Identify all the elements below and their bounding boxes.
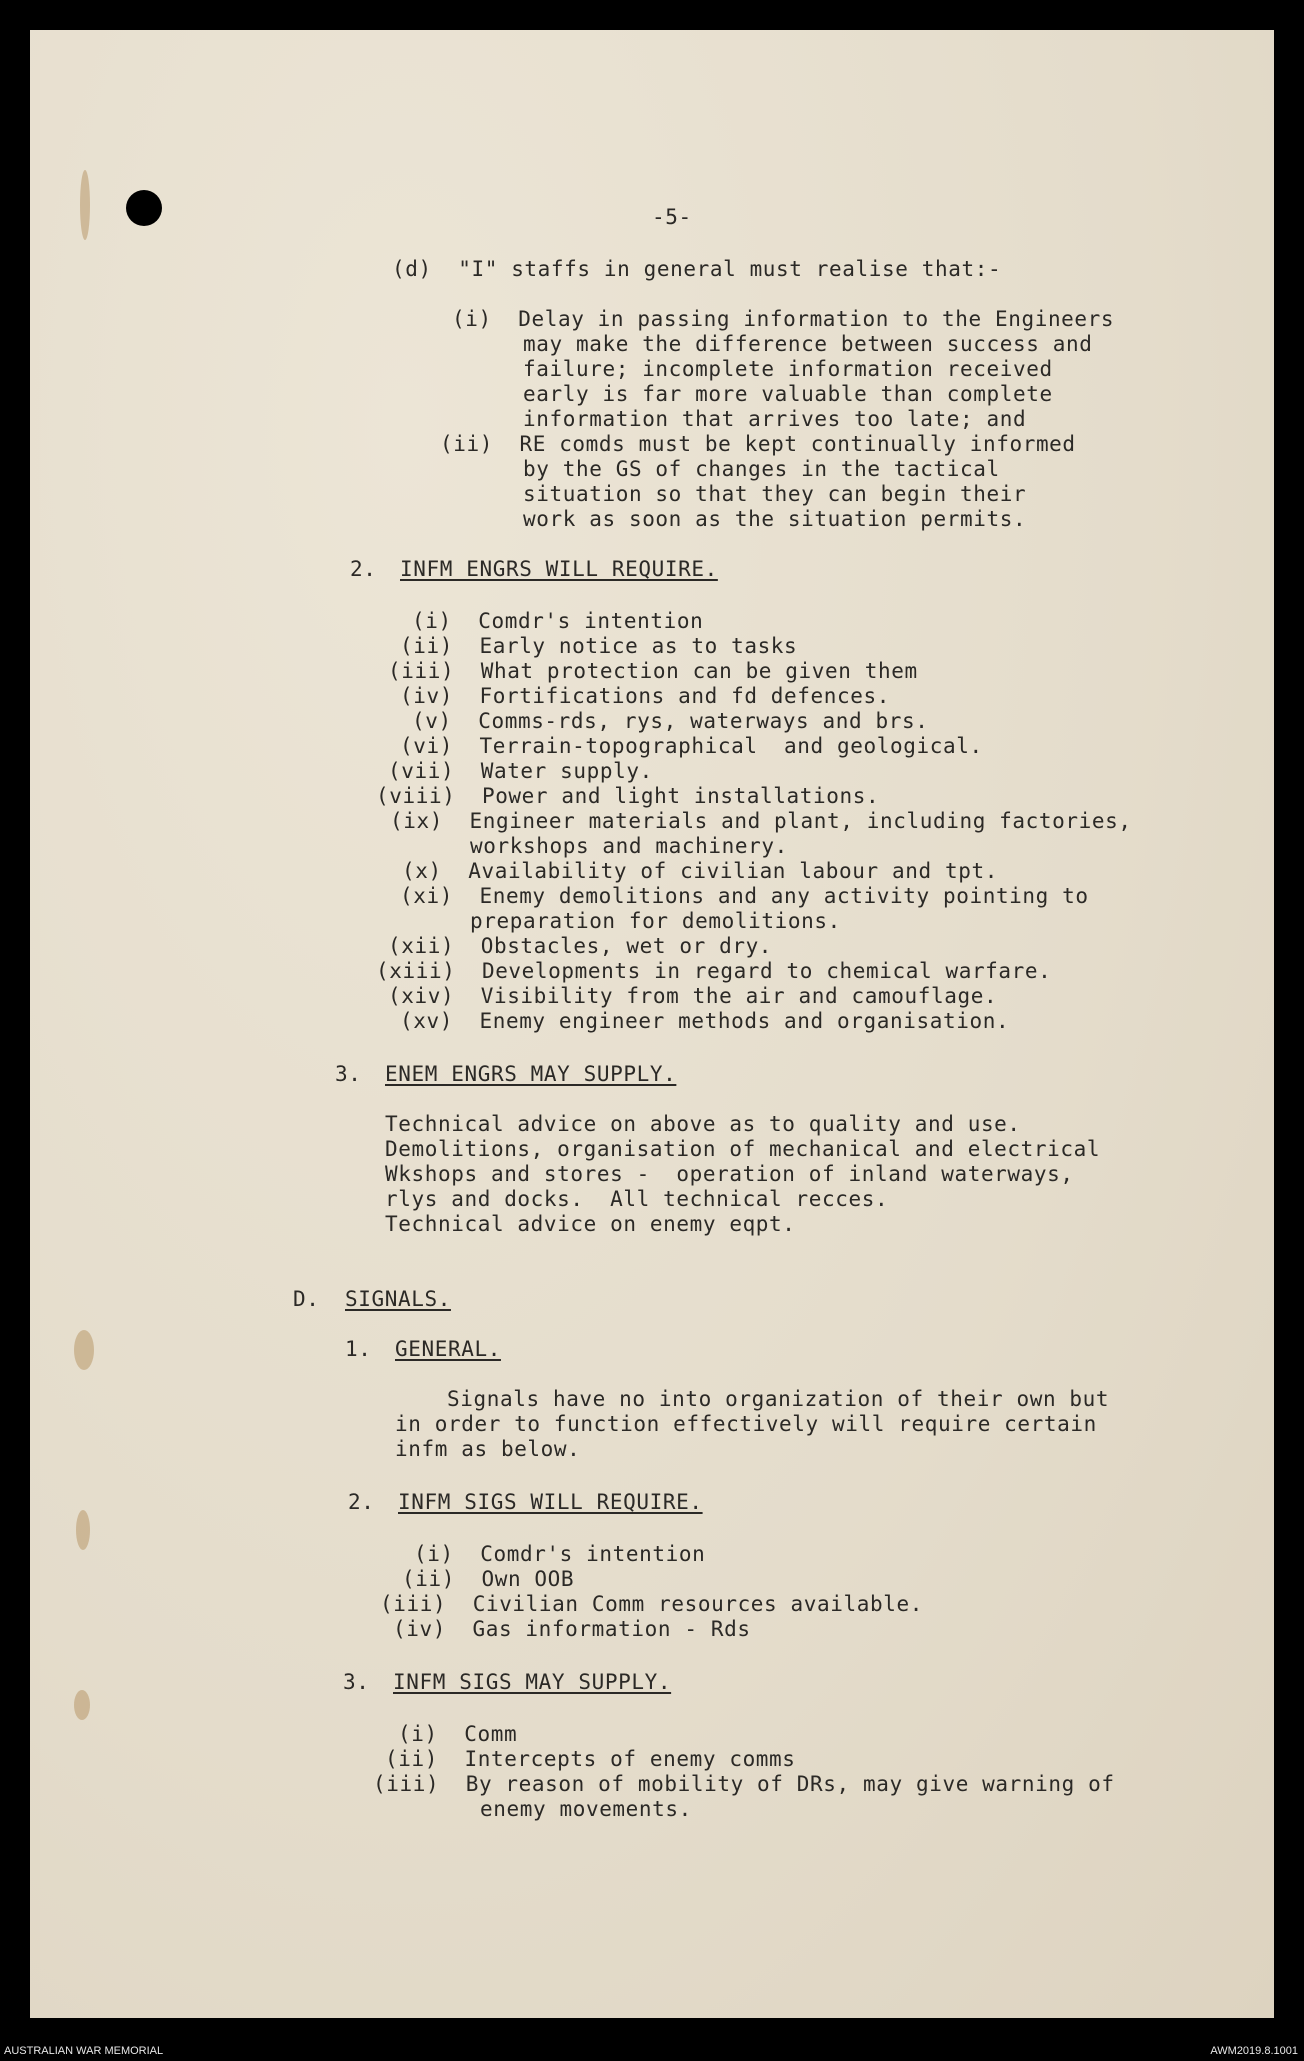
section-heading: INFM SIGS WILL REQUIRE.	[398, 1490, 703, 1514]
text-line: by the GS of changes in the tactical	[523, 457, 1000, 481]
text-line: (i) Comdr's intention	[414, 1542, 706, 1566]
footer-institution: AUSTRALIAN WAR MEMORIAL	[4, 2045, 164, 2057]
text-line: Technical advice on above as to quality and use.	[385, 1112, 1021, 1136]
text-line: (i) Delay in passing information to the Engineers	[452, 307, 1115, 331]
text-line: Technical advice on enemy eqpt.	[385, 1212, 796, 1236]
text-line: information that arrives too late; and	[523, 407, 1027, 431]
text-line: (iii) Civilian Comm resources available.	[380, 1592, 923, 1616]
text-line: (ii) Own OOB	[402, 1567, 575, 1591]
section-heading: INFM ENGRS WILL REQUIRE.	[400, 557, 718, 581]
text-line: 1.	[345, 1337, 398, 1361]
text-line: (xiii) Developments in regard to chemical warfare.	[376, 959, 1052, 983]
text-line: (xi) Enemy demolitions and any activity pointing to	[400, 884, 1089, 908]
text-line: failure; incomplete information received	[523, 357, 1053, 381]
text-line: (viii) Power and light installations.	[376, 784, 880, 808]
text-line: (x) Availability of civilian labour and tpt.	[402, 859, 998, 883]
text-line: (vi) Terrain-topographical and geological.	[400, 734, 983, 758]
text-line: infm as below.	[395, 1437, 581, 1461]
section-heading: INFM SIGS MAY SUPPLY.	[393, 1670, 672, 1694]
text-line: early is far more valuable than complete	[523, 382, 1053, 406]
text-line: preparation for demolitions.	[470, 909, 841, 933]
text-line: (ii) Early notice as to tasks	[400, 634, 798, 658]
text-line: (xii) Obstacles, wet or dry.	[388, 934, 773, 958]
text-line: (ix) Engineer materials and plant, including factories,	[390, 809, 1132, 833]
text-line: Wkshops and stores - operation of inland waterways,	[385, 1162, 1074, 1186]
rust-stain	[80, 170, 90, 240]
text-line: 2.	[348, 1490, 401, 1514]
text-line: (ii) RE comds must be kept continually informed	[440, 432, 1076, 456]
footer-accession-number: AWM2019.8.1001	[1210, 2045, 1298, 2057]
text-line: Signals have no into organization of their own but	[447, 1387, 1110, 1411]
section-heading: GENERAL.	[395, 1337, 501, 1361]
text-line: (d) "I" staffs in general must realise that:-	[392, 257, 1002, 281]
text-line: enemy movements.	[480, 1797, 692, 1821]
rust-stain	[76, 1510, 90, 1550]
text-line: Demolitions, organisation of mechanical and electrical	[385, 1137, 1101, 1161]
text-line: (iv) Fortifications and fd defences.	[400, 684, 890, 708]
section-heading: SIGNALS.	[345, 1287, 451, 1311]
text-line: (vii) Water supply.	[388, 759, 653, 783]
text-line: (iii) What protection can be given them	[388, 659, 918, 683]
text-line: (iv) Gas information - Rds	[393, 1617, 751, 1641]
text-line: (xiv) Visibility from the air and camouflage.	[388, 984, 998, 1008]
section-heading: ENEM ENGRS MAY SUPPLY.	[385, 1062, 677, 1086]
text-line: (v) Comms-rds, rys, waterways and brs.	[412, 709, 929, 733]
text-line: situation so that they can begin their	[523, 482, 1027, 506]
page-number: -5-	[652, 205, 692, 229]
rust-stain	[74, 1690, 90, 1720]
text-line: workshops and machinery.	[470, 834, 788, 858]
text-line: D.	[293, 1287, 346, 1311]
punch-hole	[126, 190, 162, 226]
text-line: rlys and docks. All technical recces.	[385, 1187, 889, 1211]
text-line: 2.	[350, 557, 403, 581]
text-line: in order to function effectively will require certain	[395, 1412, 1097, 1436]
text-line: (ii) Intercepts of enemy comms	[385, 1747, 796, 1771]
text-line: may make the difference between success and	[523, 332, 1093, 356]
text-line: 3.	[335, 1062, 388, 1086]
text-line: (i) Comdr's intention	[412, 609, 704, 633]
text-line: work as soon as the situation permits.	[523, 507, 1027, 531]
text-line: (iii) By reason of mobility of DRs, may give warning of	[373, 1772, 1115, 1796]
text-line: 3.	[343, 1670, 396, 1694]
text-line: (i) Comm	[398, 1722, 518, 1746]
text-line: (xv) Enemy engineer methods and organisation.	[400, 1009, 1010, 1033]
rust-stain	[74, 1330, 94, 1370]
